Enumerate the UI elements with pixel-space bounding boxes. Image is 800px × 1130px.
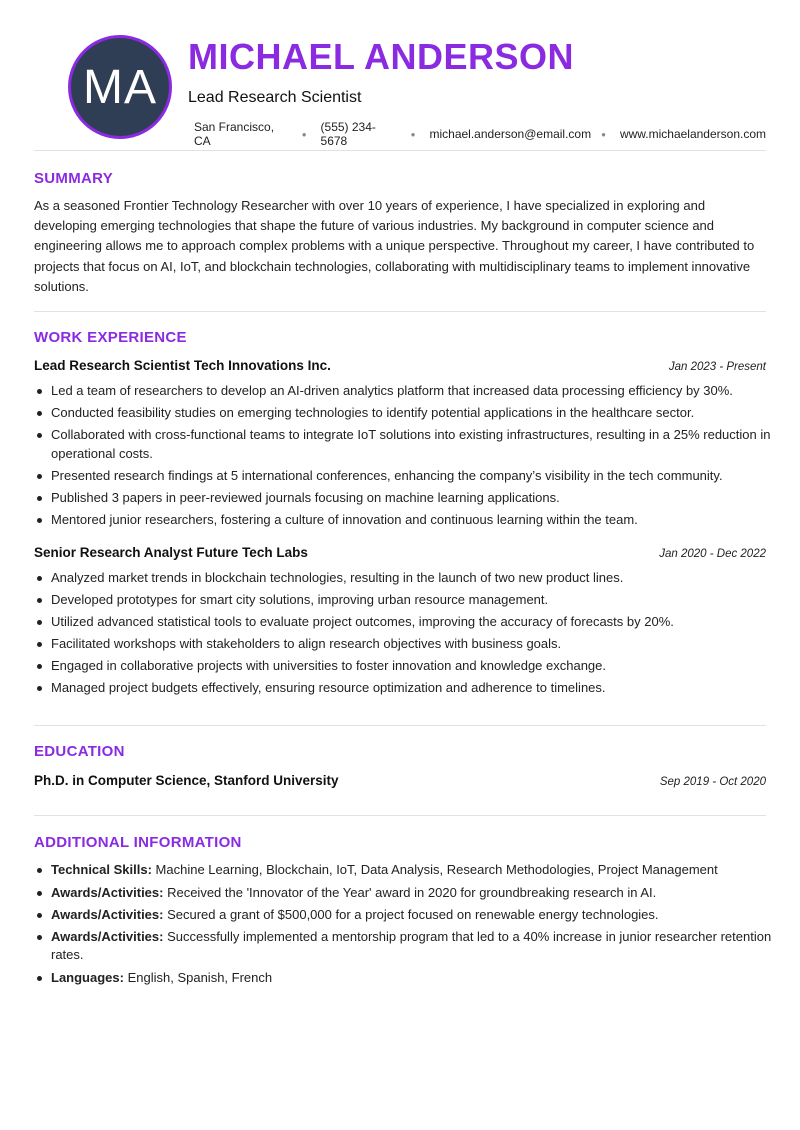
info-label: Technical Skills:: [51, 862, 152, 877]
list-item: [34, 884, 774, 903]
section-divider: [34, 725, 766, 726]
education-degree: Ph.D. in Computer Science, Stanford University: [34, 773, 339, 788]
contact-email[interactable]: michael.anderson@email.com: [429, 127, 592, 141]
list-item: Facilitated workshops with stakeholders to align research objectives with business goals.: [34, 635, 774, 654]
info-text: Received the 'Innovator of the Year' award in 2020 for groundbreaking research in AI.: [163, 884, 657, 900]
summary-text: As a seasoned Frontier Technology Researcher with over 10 years of experience, I have specialized in exploring and developing emerging technologies that shape the future of various industries. My background in computer science and engineering allows me to approach complex problems with a unique perspective. Throughout my career, I have contributed to projects that focus on AI, IoT, and blockchain technologies, collaborating with multidisciplinary teams to implement innovative solutions.: [34, 198, 755, 294]
list-item: Engaged in collaborative projects with universities to foster innovation and knowledge exchange.: [34, 657, 774, 676]
list-item: Led a team of researchers to develop an AI-driven analytics platform that increased data processing efficiency by 30%.: [34, 382, 774, 401]
resume-header: [34, 0, 766, 150]
info-label: Awards/Activities:: [51, 884, 164, 900]
list-item: [34, 861, 774, 880]
job-date: Jan 2020 - Dec 2022: [659, 548, 766, 560]
list-item: Analyzed market trends in blockchain technologies, resulting in the launch of two new product lines.: [34, 569, 774, 588]
job-bullets: [34, 382, 774, 533]
list-item: [34, 928, 774, 965]
info-text: Successfully implemented a mentorship program that led to a 40% increase in junior researcher retention rates.: [51, 928, 772, 962]
job-role: Senior Research Analyst Future Tech Labs: [34, 545, 308, 560]
section-divider: [34, 815, 766, 816]
contact-website[interactable]: www.michaelanderson.com: [619, 127, 766, 141]
bullet-separator-icon: ●: [410, 129, 416, 139]
avatar: [68, 35, 172, 139]
job-role: Lead Research Scientist Tech Innovations Inc.: [34, 358, 331, 373]
job-header: [34, 545, 766, 560]
list-item: Developed prototypes for smart city solutions, improving urban resource management.: [34, 591, 774, 610]
list-item: Mentored junior researchers, fostering a culture of innovation and continuous learning within the team.: [34, 511, 774, 530]
list-item: [34, 969, 774, 988]
list-item: Presented research findings at 5 international conferences, enhancing the company’s visibility in the tech community.: [34, 467, 774, 486]
candidate-name: MICHAEL ANDERSON: [188, 36, 575, 77]
list-item: Managed project budgets effectively, ensuring resource optimization and adherence to timelines.: [34, 679, 774, 698]
job-bullets: [34, 569, 774, 701]
info-text: Machine Learning, Blockchain, IoT, Data Analysis, Research Methodologies, Project Management: [151, 862, 718, 877]
contact-phone: (555) 234-5678: [320, 120, 376, 148]
info-label: Languages:: [51, 969, 124, 985]
candidate-title: Lead Research Scientist: [188, 89, 362, 106]
info-text: English, Spanish, French: [123, 969, 273, 985]
list-item: Utilized advanced statistical tools to evaluate project outcomes, improving the accuracy of forecasts by 20%.: [34, 613, 774, 632]
education-date: Sep 2019 - Oct 2020: [659, 776, 766, 788]
section-divider: [34, 150, 766, 151]
info-text: Secured a grant of $500,000 for a project focused on renewable energy technologies.: [163, 906, 659, 922]
list-item: Conducted feasibility studies on emerging technologies to identify potential applications in the healthcare sector.: [34, 404, 774, 423]
info-label: Awards/Activities:: [51, 928, 164, 944]
education-entry: [34, 773, 766, 788]
info-label: Awards/Activities:: [51, 906, 164, 922]
education-heading: EDUCATION: [34, 743, 125, 760]
additional-heading: ADDITIONAL INFORMATION: [34, 834, 242, 851]
bullet-separator-icon: ●: [601, 129, 606, 139]
job-header: [34, 358, 766, 373]
experience-heading: WORK EXPERIENCE: [34, 329, 187, 346]
list-item: [34, 906, 774, 925]
contact-location: San Francisco, CA: [194, 120, 275, 148]
additional-list: [34, 861, 774, 991]
avatar-initials: MA: [83, 60, 157, 114]
section-divider: [34, 311, 766, 312]
summary-heading: SUMMARY: [34, 170, 114, 187]
list-item: Collaborated with cross-functional teams to integrate IoT solutions into existing infrastructures, resulting in a 25% reduction in operational costs.: [34, 426, 774, 463]
list-item: Published 3 papers in peer-reviewed journals focusing on machine learning applications.: [34, 489, 774, 508]
bullet-separator-icon: ●: [301, 129, 307, 139]
contact-line: [194, 120, 766, 148]
job-date: Jan 2023 - Present: [668, 361, 766, 373]
